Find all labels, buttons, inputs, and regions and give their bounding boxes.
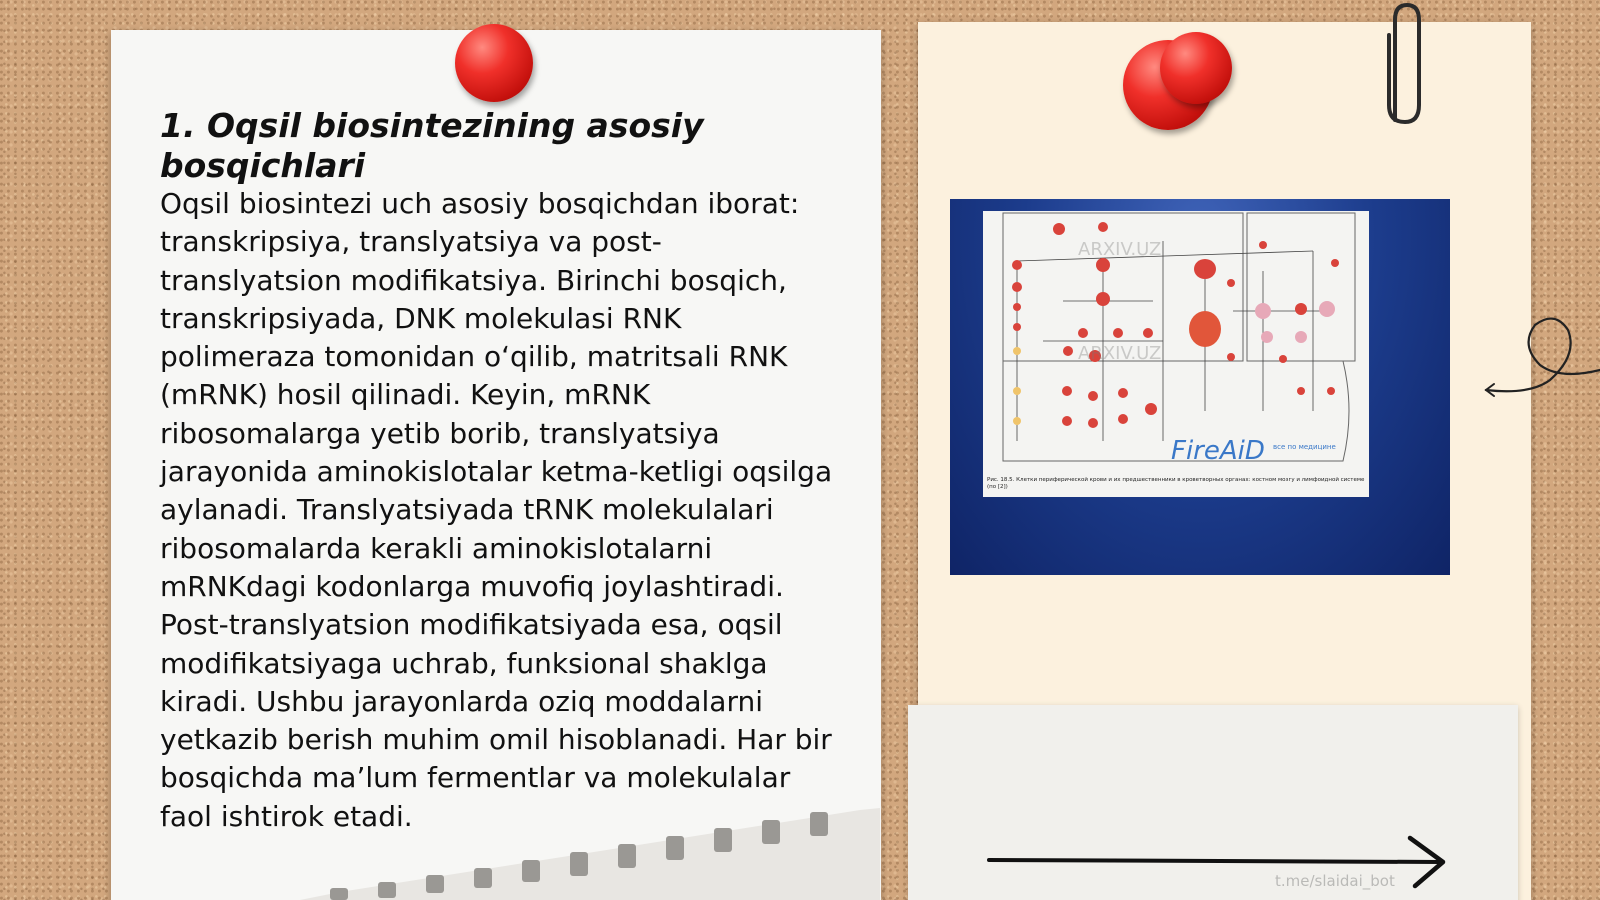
slide-body-text: Oqsil biosintezi uch asosiy bosqichdan iborat: transkripsiya, translyatsiya va post-translyatsion modifikatsiya. Birinchi bosqich, transkripsiyada, DNK molekulasi RNK polimeraza tomonidan oʻqilib, matritsali RNK (mRNK) hosil qilinadi. Keyin, mRNK ribosomalarga yetib borib, translyatsiya jarayonida aminokislotalar ketma-ketligi oqsilga aylanadi. Translyatsiyada tRNK molekulalari ribosomalarda kerakli aminokislotalarni mRNKdagi kodonlarga muvofiq joylashtiradi. Post-translyatsion modifikatsiyada esa, oqsil modifikatsiyaga uchrab, funksional shaklga kiradi. Ushbu jarayonlarda oziq moddalarni yetkazib berish muhim omil hisoblanadi. Har bir bosqichda ma’lum fermentlar va molekulalar faol ishtirok etadi. — [160, 187, 833, 833]
diagram-drawing — [983, 211, 1369, 497]
diagram-image — [950, 199, 1450, 575]
watermark-text: ARXIV.UZ — [1078, 239, 1162, 260]
slide-title: 1. Oqsil biosintezining asosiy bosqichlari — [160, 106, 704, 185]
hematopoiesis-diagram — [983, 211, 1369, 497]
diagram-caption: Рис. 18.5. Клетки периферической крови и их предшественники в кроветворных органах: костном мозгу и лимфоидной системе (по [2]) — [987, 477, 1365, 490]
paper-clip-icon — [1375, 0, 1425, 130]
string-loop-doodle — [1480, 310, 1600, 410]
watermark-text: ARXIV.UZ — [1078, 343, 1162, 364]
brand-text: FireAiD — [1171, 436, 1265, 466]
telegram-handle: t.me/slaidai_bot — [1275, 872, 1395, 890]
push-pin-icon — [1160, 32, 1232, 104]
brand-subtext: все по медицине — [1273, 443, 1336, 451]
push-pin-icon — [455, 24, 533, 102]
